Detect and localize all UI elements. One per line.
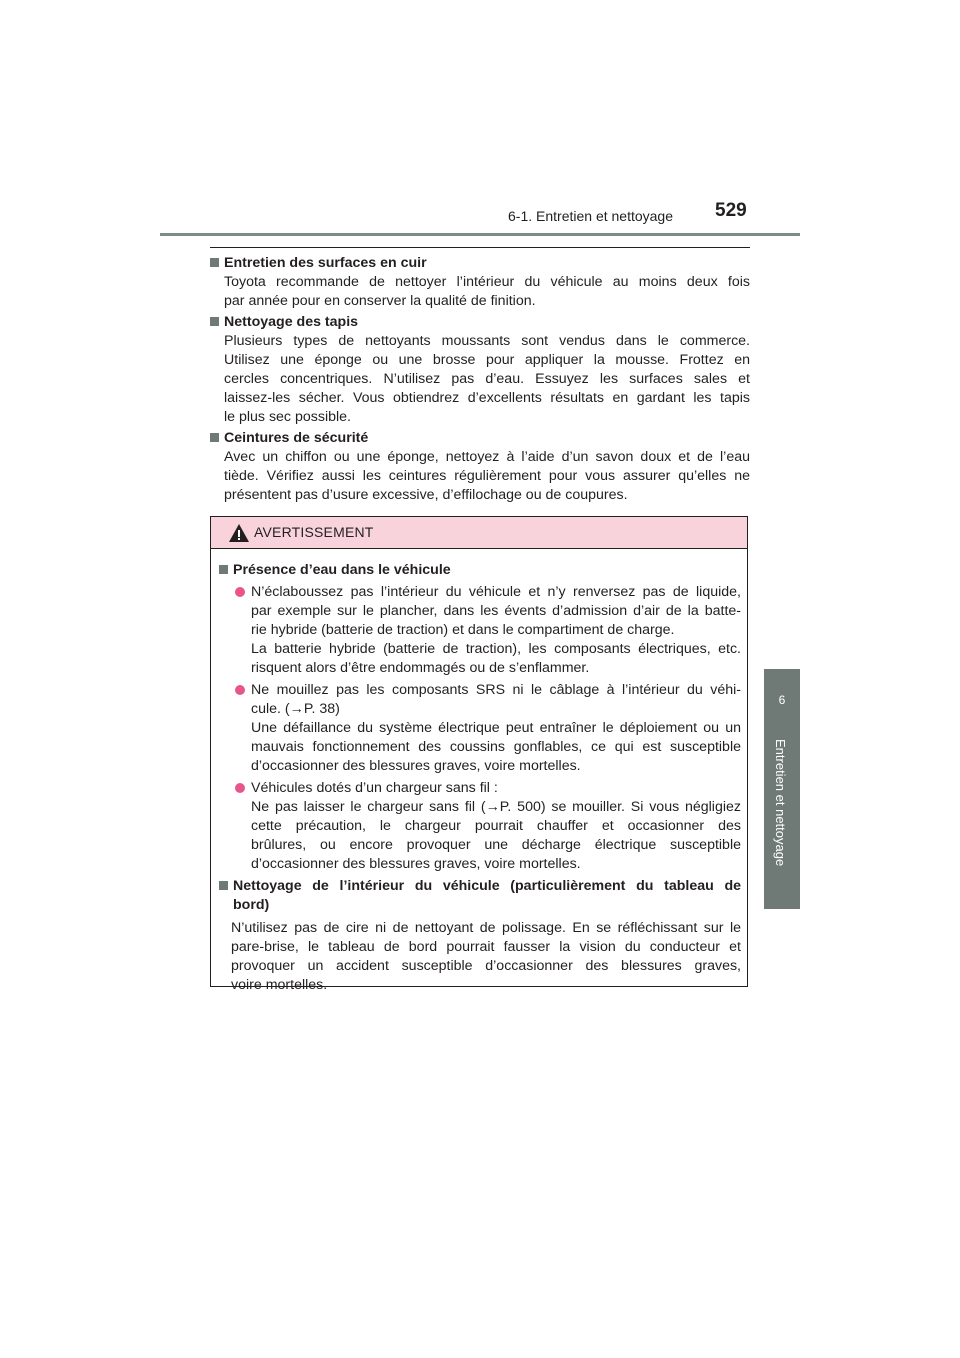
square-bullet-icon (219, 565, 228, 574)
warning-triangle-icon (228, 523, 250, 543)
section-heading: Entretien des surfaces en cuir (224, 255, 427, 271)
chapter-tab[interactable] (764, 669, 800, 909)
chapter-label: Entretien et nettoyage (773, 739, 788, 867)
section-heading: Nettoyage des tapis (224, 314, 359, 330)
section-title: 6-1. Entretien et nettoyage (508, 208, 673, 224)
square-bullet-icon (210, 433, 219, 442)
section-heading: Ceintures de sécurité (224, 430, 369, 446)
page-reference-link[interactable]: Ne pas laisser le chargeur sans fil (→P. 500) se mouiller. Si vous négligiez (251, 799, 741, 815)
section-paragraph: Toyota recommande de nettoyer l’intérieur du véhicule au moins deux fois par année pour en conserver la qualité de finition. (224, 274, 750, 309)
pink-dot-icon (235, 783, 245, 793)
warning-body (211, 549, 747, 995)
pink-dot-icon (235, 685, 245, 695)
square-bullet-icon (210, 258, 219, 267)
warning-bullet: Ne mouillez pas les composants SRS ni le câblage à l’intérieur du véhi- cule. (→P. 38) Une défaillance du système électrique peut entraîner le déploiement ou un mauvais fonctionnement des coussins gonflables, ce qui est susceptible d’occasionner des blessures graves, voire mortelles. (219, 681, 741, 776)
square-bullet-icon (210, 317, 219, 326)
warning-header (211, 517, 747, 549)
warning-label: AVERTISSEMENT (254, 524, 374, 540)
page-number: 529 (715, 200, 747, 221)
warning-paragraph: N’utilisez pas de cire ni de nettoyant de polissage. En se réfléchissant sur le pare-brise, le tableau de bord pourrait fausser la vision du conducteur et provoquer un accident susceptible d’occasionner des blessures graves, voire mortelles. (231, 920, 741, 993)
section-paragraph: Avec un chiffon ou une éponge, nettoyez à l’aide d’un savon doux et de l’eau tiède. Vérifiez aussi les ceintures régulièrement pour vous assurer qu’elles ne présentent pas d’usure excessive, d’effilochage ou de coupures. (224, 449, 750, 503)
warning-bullet: N’éclaboussez pas l’intérieur du véhicule et n’y renversez pas de liquide, par exemple sur le plancher, dans les évents d’admission d’air de la batte- rie hybride (batterie de traction) et dans le compartiment de charge. La batterie hybride (batterie de traction), les composants électriques, etc. risquent alors d’être endommagés ou de s’enflammer. (219, 583, 741, 678)
section-seat-belts (210, 429, 750, 505)
square-bullet-icon (219, 881, 228, 890)
header-rule (160, 233, 800, 236)
page-reference-link[interactable]: cule. (→P. 38) (251, 701, 340, 717)
section-paragraph: Plusieurs types de nettoyants moussants sont vendus dans le commerce. Utilisez une éponge ou une brosse pour appliquer la mousse. Frottez en cercles concentriques. N’utilisez pas d’eau. Essuyez les surfaces sales et laissez-les sécher. Vous obtiendrez d’excellents résultats en gardant les tapis le plus sec possible. (224, 333, 750, 425)
warning-topic-title: Présence d’eau dans le véhicule (219, 561, 741, 580)
main-content (210, 254, 750, 507)
section-carpet-cleaning (210, 313, 750, 427)
pink-dot-icon (235, 587, 245, 597)
warning-box (210, 516, 748, 993)
warning-bullet: Véhicules dotés d’un chargeur sans fil : Ne pas laisser le chargeur sans fil (→P. 500) se mouiller. Si vous négligiez cette précaution, le chargeur pourrait chauffer et occasionner des brûlures, ou encore provoquer une décharge électrique susceptible d’occasionner des blessures graves, voire mortelles. (219, 779, 741, 874)
chapter-number: 6 (778, 693, 786, 707)
warning-topic-title: Nettoyage de l’intérieur du véhicule (particulièrement du tableau de bord) (219, 877, 741, 915)
section-leather-care (210, 254, 750, 311)
content-rule (210, 247, 750, 248)
